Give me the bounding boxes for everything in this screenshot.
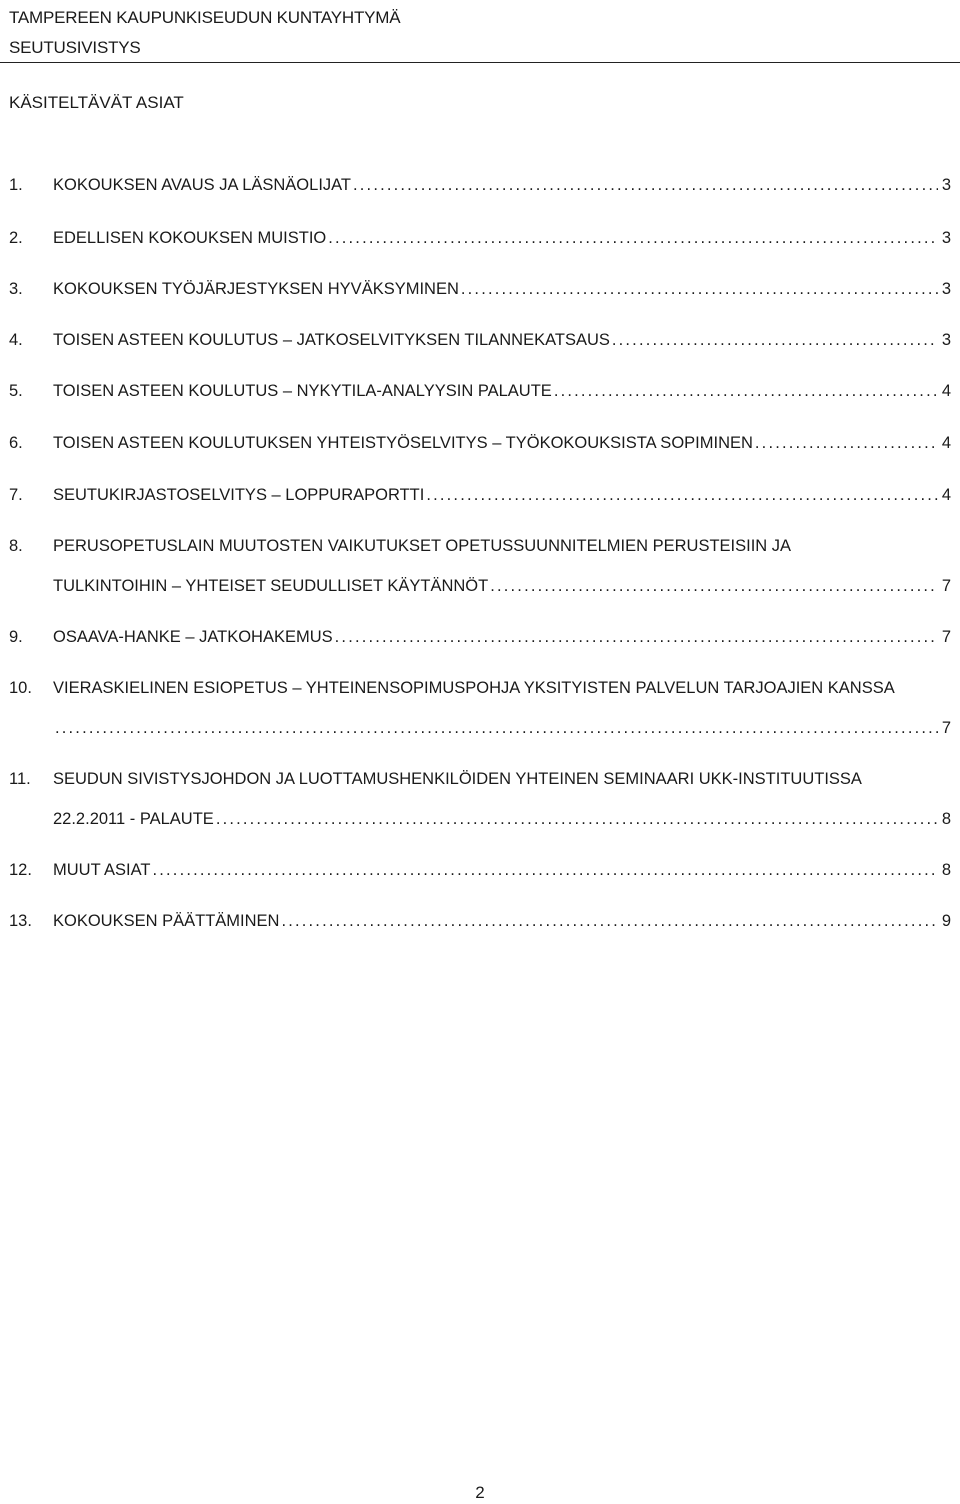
toc-entry-text: MUUT ASIAT: [53, 861, 151, 879]
toc-entry-text-line1: VIERASKIELINEN ESIOPETUS – YHTEINENSOPIMUSPOHJA YKSITYISTEN PALVELUN TARJOAJIEN KANSSA: [53, 679, 895, 697]
toc-entry-number: 9.: [9, 628, 23, 646]
toc-entry-number: 13.: [9, 912, 32, 930]
dot-leader: [216, 806, 938, 832]
toc-entry-page: 9: [941, 912, 951, 930]
toc-entry-text: KOKOUKSEN TYÖJÄRJESTYKSEN HYVÄKSYMINEN: [53, 280, 459, 298]
toc-entry-number: 4.: [9, 331, 23, 349]
dot-leader: [612, 327, 938, 353]
toc-entry-text: EDELLISEN KOKOUKSEN MUISTIO: [53, 229, 327, 247]
dot-leader: [426, 482, 937, 508]
toc-entry-number: 7.: [9, 486, 23, 504]
dot-leader: [490, 573, 938, 599]
toc-entry-number: 11.: [9, 770, 31, 788]
toc-entry-page: 3: [941, 229, 951, 247]
toc-entry-text: TOISEN ASTEEN KOULUTUS – JATKOSELVITYKSEN TILANNEKATSAUS: [53, 331, 610, 349]
toc-entry-text-line1: SEUDUN SIVISTYSJOHDON JA LUOTTAMUSHENKILÖIDEN YHTEINEN SEMINAARI UKK-INSTITUUTISSA: [53, 770, 862, 788]
dot-leader: [755, 430, 938, 456]
toc-entry-text: TOISEN ASTEEN KOULUTUS – NYKYTILA-ANALYYSIN PALAUTE: [53, 382, 552, 400]
toc-entry-page: 3: [941, 176, 951, 194]
toc-entry-page: 3: [941, 331, 951, 349]
toc-entry-number: 8.: [9, 537, 23, 555]
dot-leader: [328, 225, 938, 251]
dot-leader: [554, 378, 938, 404]
toc-entry-page: 7: [941, 628, 951, 646]
toc-entry-page: 4: [941, 434, 951, 452]
department-name: SEUTUSIVISTYS: [9, 38, 141, 57]
toc-entry-text-line1: PERUSOPETUSLAIN MUUTOSTEN VAIKUTUKSET OPETUSSUUNNITELMIEN PERUSTEISIIN JA: [53, 537, 792, 555]
toc-entry-text: KOKOUKSEN AVAUS JA LÄSNÄOLIJAT: [53, 176, 352, 194]
toc-entry-page: 7: [941, 719, 951, 737]
toc-entry-text: OSAAVA-HANKE – JATKOHAKEMUS: [53, 628, 333, 646]
dot-leader: [335, 624, 938, 650]
organization-name: TAMPEREEN KAUPUNKISEUDUN KUNTAYHTYMÄ: [9, 8, 401, 27]
toc-entry-number: 3.: [9, 280, 23, 298]
toc-entry-number: 1.: [9, 176, 23, 194]
toc-entry-number: 6.: [9, 434, 23, 452]
page-number: 2: [475, 1483, 485, 1502]
toc-entry-text: KOKOUKSEN PÄÄTTÄMINEN: [53, 912, 280, 930]
document-header: [9, 3, 400, 63]
toc-entry-page: 8: [941, 861, 951, 879]
toc-entry-number: 5.: [9, 382, 23, 400]
toc-entry-text: SEUTUKIRJASTOSELVITYS – LOPPURAPORTTI: [53, 486, 425, 504]
dot-leader: [281, 908, 937, 934]
toc-entry-number: 2.: [9, 229, 23, 247]
toc-entry-text: TOISEN ASTEEN KOULUTUKSEN YHTEISTYÖSELVITYS – TYÖKOKOUKSISTA SOPIMINEN: [53, 434, 753, 452]
dot-leader: [55, 715, 938, 741]
toc-entry-page: 4: [941, 486, 951, 504]
toc-entry-page: 4: [941, 382, 951, 400]
toc-entry-page: 7: [941, 577, 951, 595]
toc-entry-text: TULKINTOIHIN – YHTEISET SEUDULLISET KÄYTÄNNÖT: [53, 577, 489, 595]
dot-leader: [461, 276, 938, 302]
toc-entry-number: 12.: [9, 861, 32, 879]
dot-leader: [353, 172, 938, 198]
toc-entry-page: 3: [941, 280, 951, 298]
toc-entry-page: 8: [941, 810, 951, 828]
toc-entry-text: 22.2.2011 - PALAUTE: [53, 810, 214, 828]
toc-title: KÄSITELTÄVÄT ASIAT: [9, 93, 184, 112]
header-divider: [0, 62, 960, 63]
dot-leader: [153, 857, 938, 883]
toc-entry-number: 10.: [9, 679, 32, 697]
